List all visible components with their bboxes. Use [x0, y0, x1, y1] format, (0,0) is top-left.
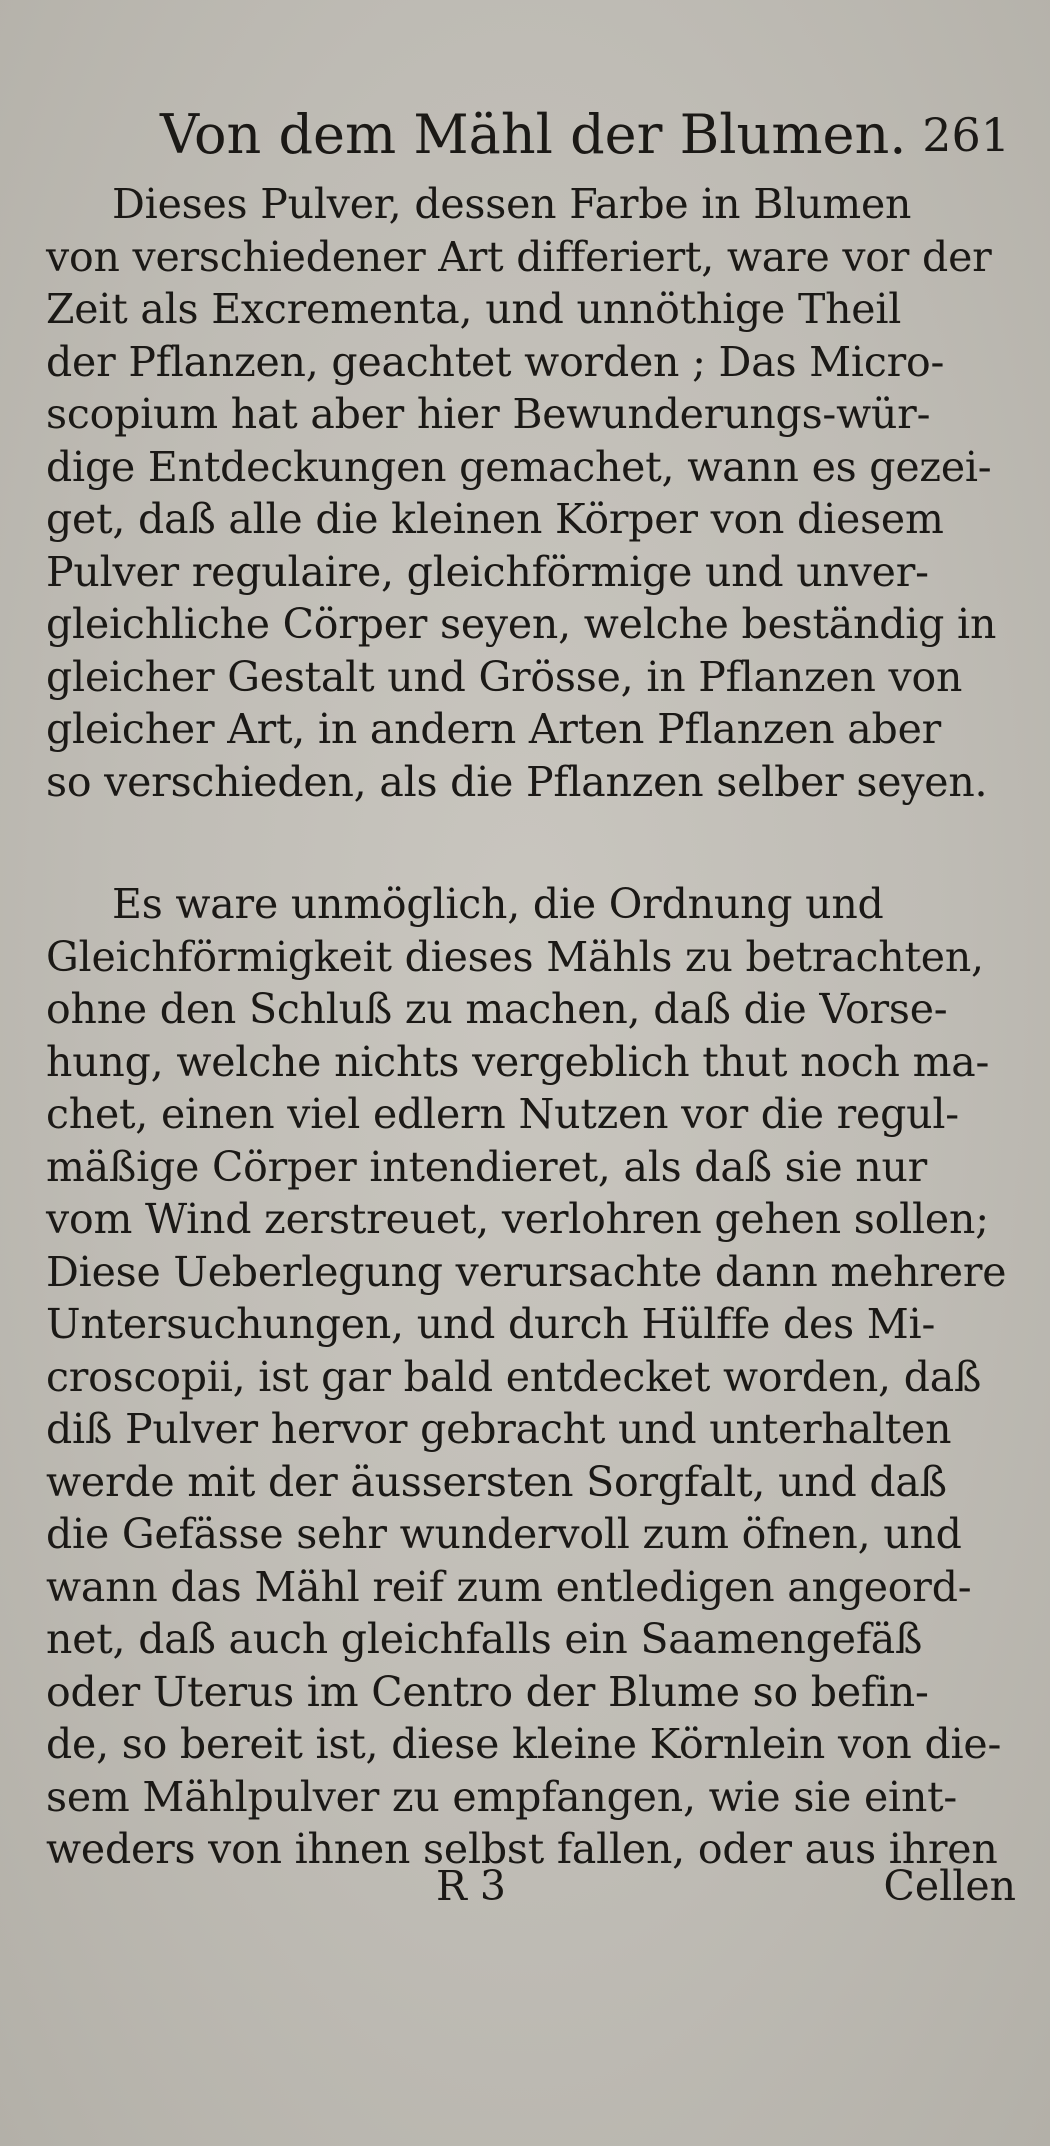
paragraph-gap [46, 808, 1016, 878]
page-footer [46, 1860, 1016, 1912]
text-line: wann das Mähl reif zum entledigen angeord- [46, 1562, 972, 1611]
signature-mark: R 3 [436, 1862, 506, 1910]
text-line: croscopii, ist gar bald entdecket worden, daß [46, 1352, 982, 1401]
text-line: die Gefässe sehr wundervoll zum öfnen, und [46, 1510, 962, 1558]
text-line: diß Pulver hervor gebracht und unterhalten [46, 1405, 952, 1453]
text-line: chet, einen viel edlern Nutzen vor die regul- [46, 1090, 959, 1138]
text-line: oder Uterus im Centro der Blume so befin- [46, 1667, 929, 1716]
text-line: hung, welche nichts vergeblich thut noch ma- [46, 1037, 990, 1086]
text-line: Diese Ueberlegung verursachte dann mehrere [46, 1247, 1007, 1296]
catchword: Cellen [883, 1862, 1016, 1910]
text-line: sem Mählpulver zu empfangen, wie sie eint- [46, 1772, 958, 1821]
paragraph-2 [46, 878, 1016, 1876]
text-line: gleicher Gestalt und Grösse, in Pflanzen von [46, 652, 963, 701]
text-line: so verschieden, als die Pflanzen selber seyen. [46, 757, 988, 806]
body-text [46, 178, 1016, 1876]
text-line: net, daß auch gleichfalls ein Saamengefäß [46, 1615, 923, 1663]
text-line: der Pflanzen, geachtet worden ; Das Micro- [46, 337, 945, 386]
text-line: de, so bereit ist, diese kleine Körnlein von die- [46, 1720, 1002, 1768]
text-line: vom Wind zerstreuet, verlohren gehen sollen; [46, 1195, 989, 1243]
text-line: Zeit als Excrementa, und unnöthige Theil [46, 285, 902, 333]
page-number: 261 [922, 108, 1010, 162]
text-line: gleichliche Cörper seyen, welche beständig in [46, 600, 997, 648]
page-header [160, 100, 1010, 170]
text-line: werde mit der äussersten Sorgfalt, und daß [46, 1457, 947, 1506]
running-title: Von dem Mähl der Blumen. [160, 103, 907, 166]
text-line: get, daß alle die kleinen Körper von diesem [46, 495, 944, 543]
text-line: von verschiedener Art differiert, ware vor der [46, 232, 992, 281]
text-line: ohne den Schluß zu machen, daß die Vorse- [46, 985, 948, 1033]
text-line: Gleichförmigkeit dieses Mähls zu betrachten, [46, 932, 984, 981]
text-line: dige Entdeckungen gemachet, wann es gezei- [46, 442, 992, 491]
text-line: Es ware unmöglich, die Ordnung und [112, 880, 884, 928]
text-line: Dieses Pulver, dessen Farbe in Blumen [112, 180, 912, 228]
text-line: gleicher Art, in andern Arten Pflanzen aber [46, 705, 942, 753]
paragraph-1 [46, 178, 1016, 808]
text-line: mäßige Cörper intendieret, als daß sie nur [46, 1142, 928, 1191]
text-line: weders von ihnen selbst fallen, oder aus ihren [46, 1825, 998, 1873]
text-line: scopium hat aber hier Bewunderungs-wür- [46, 390, 931, 438]
text-line: Pulver regulaire, gleichförmige und unver- [46, 547, 929, 596]
text-line: Untersuchungen, und durch Hülffe des Mi- [46, 1300, 936, 1348]
